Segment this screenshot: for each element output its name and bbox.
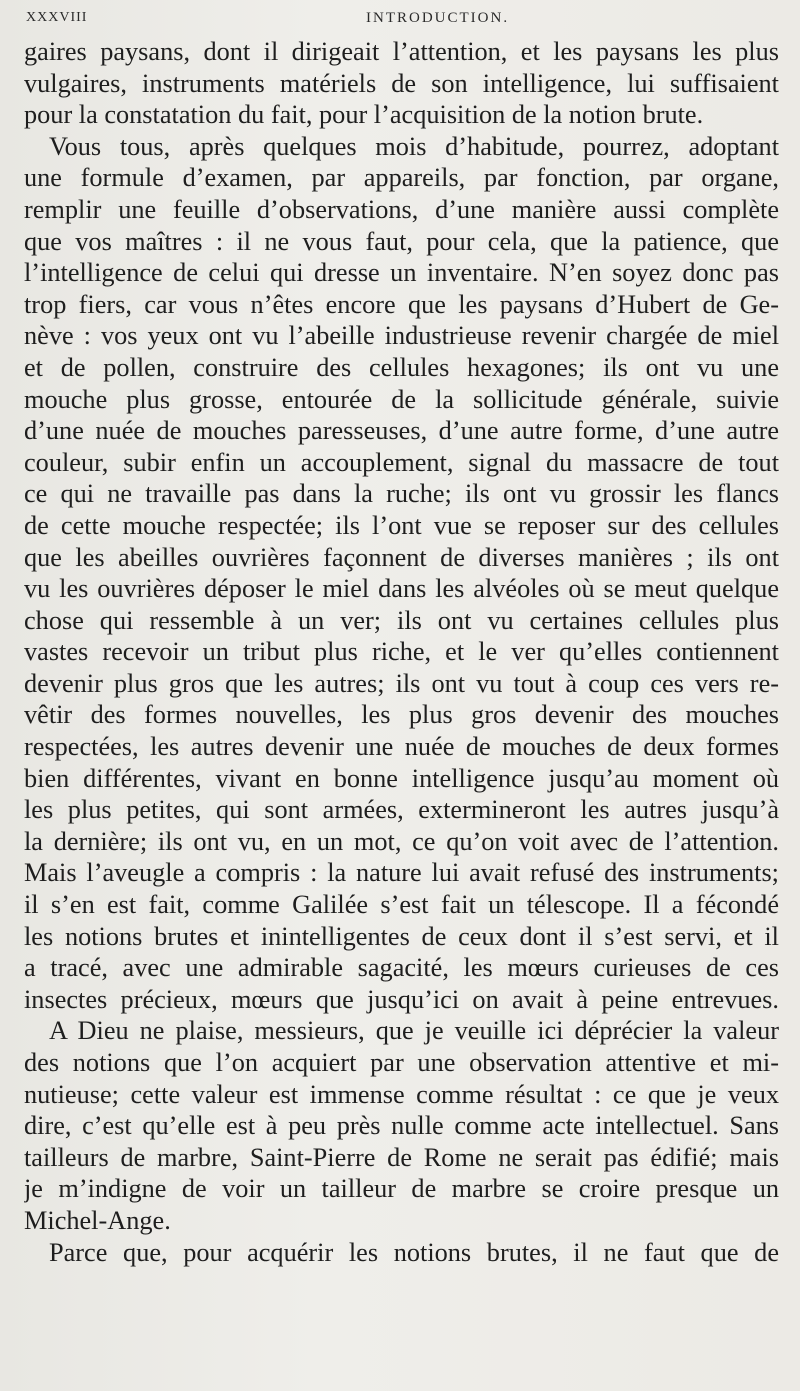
text-line: vu les ouvrières déposer le miel dans les alvéoles où se meut quelque [24, 574, 779, 604]
text-line: remplir une feuille d’observations, d’une manière aussi complète [24, 194, 779, 224]
text-line: gaires paysans, dont il dirigeait l’attention, et les paysans les plus [24, 37, 779, 66]
text-line: A Dieu ne plaise, messieurs, que je veuille ici déprécier la valeur [49, 1016, 779, 1046]
body-text [24, 36, 779, 1268]
text-line: les notions brutes et inintelligentes de ceux dont il s’est servi, et il [24, 921, 779, 951]
text-line: Parce que, pour acquérir les notions brutes, il ne faut que de [49, 1237, 779, 1267]
page-number: XXXVIII [26, 10, 88, 25]
text-line: il s’en est fait, comme Galilée s’est fait un télescope. Il a fécondé [24, 890, 779, 920]
text-line: de cette mouche respectée; ils l’ont vue se reposer sur des cellules [24, 510, 779, 540]
text-line: mouche plus grosse, entourée de la sollicitude générale, suivie [24, 384, 779, 414]
text-line: une formule d’examen, par appareils, par fonction, par organe, [24, 163, 779, 193]
text-line: vêtir des formes nouvelles, les plus gros devenir des mouches [24, 700, 779, 730]
text-line: la dernière; ils ont vu, en un mot, ce qu’on voit avec de l’attention. [24, 826, 779, 856]
text-line: et de pollen, construire des cellules hexagones; ils ont vu une [24, 352, 779, 382]
text-line: pour la constatation du fait, pour l’acquisition de la notion brute. [24, 100, 704, 130]
text-line: vastes recevoir un tribut plus riche, et le ver qu’elles contiennent [24, 637, 779, 667]
text-line: l’intelligence de celui qui dresse un inventaire. N’en soyez donc pas [24, 258, 779, 288]
text-line: bien différentes, vivant en bonne intelligence jusqu’au moment où [24, 763, 779, 793]
text-line: chose qui ressemble à un ver; ils ont vu certaines cellules plus [24, 605, 779, 635]
text-line: des notions que l’on acquiert par une observation attentive et mi- [24, 1048, 779, 1077]
text-line: que vos maîtres : il ne vous faut, pour cela, que la patience, que [24, 226, 779, 256]
text-line: Michel-Ange. [24, 1205, 171, 1235]
text-line: trop fiers, car vous n’êtes encore que les paysans d’Hubert de Ge- [24, 289, 779, 319]
text-line: couleur, subir enfin un accouplement, signal du massacre de tout [24, 447, 779, 477]
text-line: nutieuse; cette valeur est immense comme résultat : ce que je veux [24, 1079, 779, 1109]
text-line: d’une nuée de mouches paresseuses, d’une autre forme, d’une autre [24, 416, 779, 446]
running-head [26, 4, 766, 34]
text-line: insectes précieux, mœurs que jusqu’ici on avait à peine entrevues. [24, 984, 779, 1014]
text-line: Vous tous, après quelques mois d’habitude, pourrez, adoptant [49, 131, 779, 161]
text-line: les plus petites, qui sont armées, extermineront les autres jusqu’à [24, 795, 779, 825]
text-line: respectées, les autres devenir une nuée de mouches de deux formes [24, 732, 779, 762]
running-title: INTRODUCTION. [366, 10, 510, 26]
text-line: que les abeilles ouvrières façonnent de diverses manières ; ils ont [24, 542, 779, 572]
text-line: ce qui ne travaille pas dans la ruche; ils ont vu grossir les flancs [24, 479, 779, 509]
text-line: a tracé, avec une admirable sagacité, les mœurs curieuses de ces [24, 953, 779, 983]
text-line: devenir plus gros que les autres; ils ont vu tout à coup ces vers re- [24, 668, 779, 698]
text-line: vulgaires, instruments matériels de son intelligence, lui suffisaient [24, 68, 779, 98]
text-line: tailleurs de marbre, Saint-Pierre de Rome ne serait pas édifié; mais [24, 1142, 779, 1172]
text-line: je m’indigne de voir un tailleur de marbre se croire presque un [24, 1174, 779, 1204]
text-line: Mais l’aveugle a compris : la nature lui avait refusé des instruments; [24, 858, 779, 888]
text-line: nève : vos yeux ont vu l’abeille industrieuse revenir chargée de miel [24, 321, 779, 351]
text-line: dire, c’est qu’elle est à peu près nulle comme acte intellectuel. Sans [24, 1111, 779, 1141]
